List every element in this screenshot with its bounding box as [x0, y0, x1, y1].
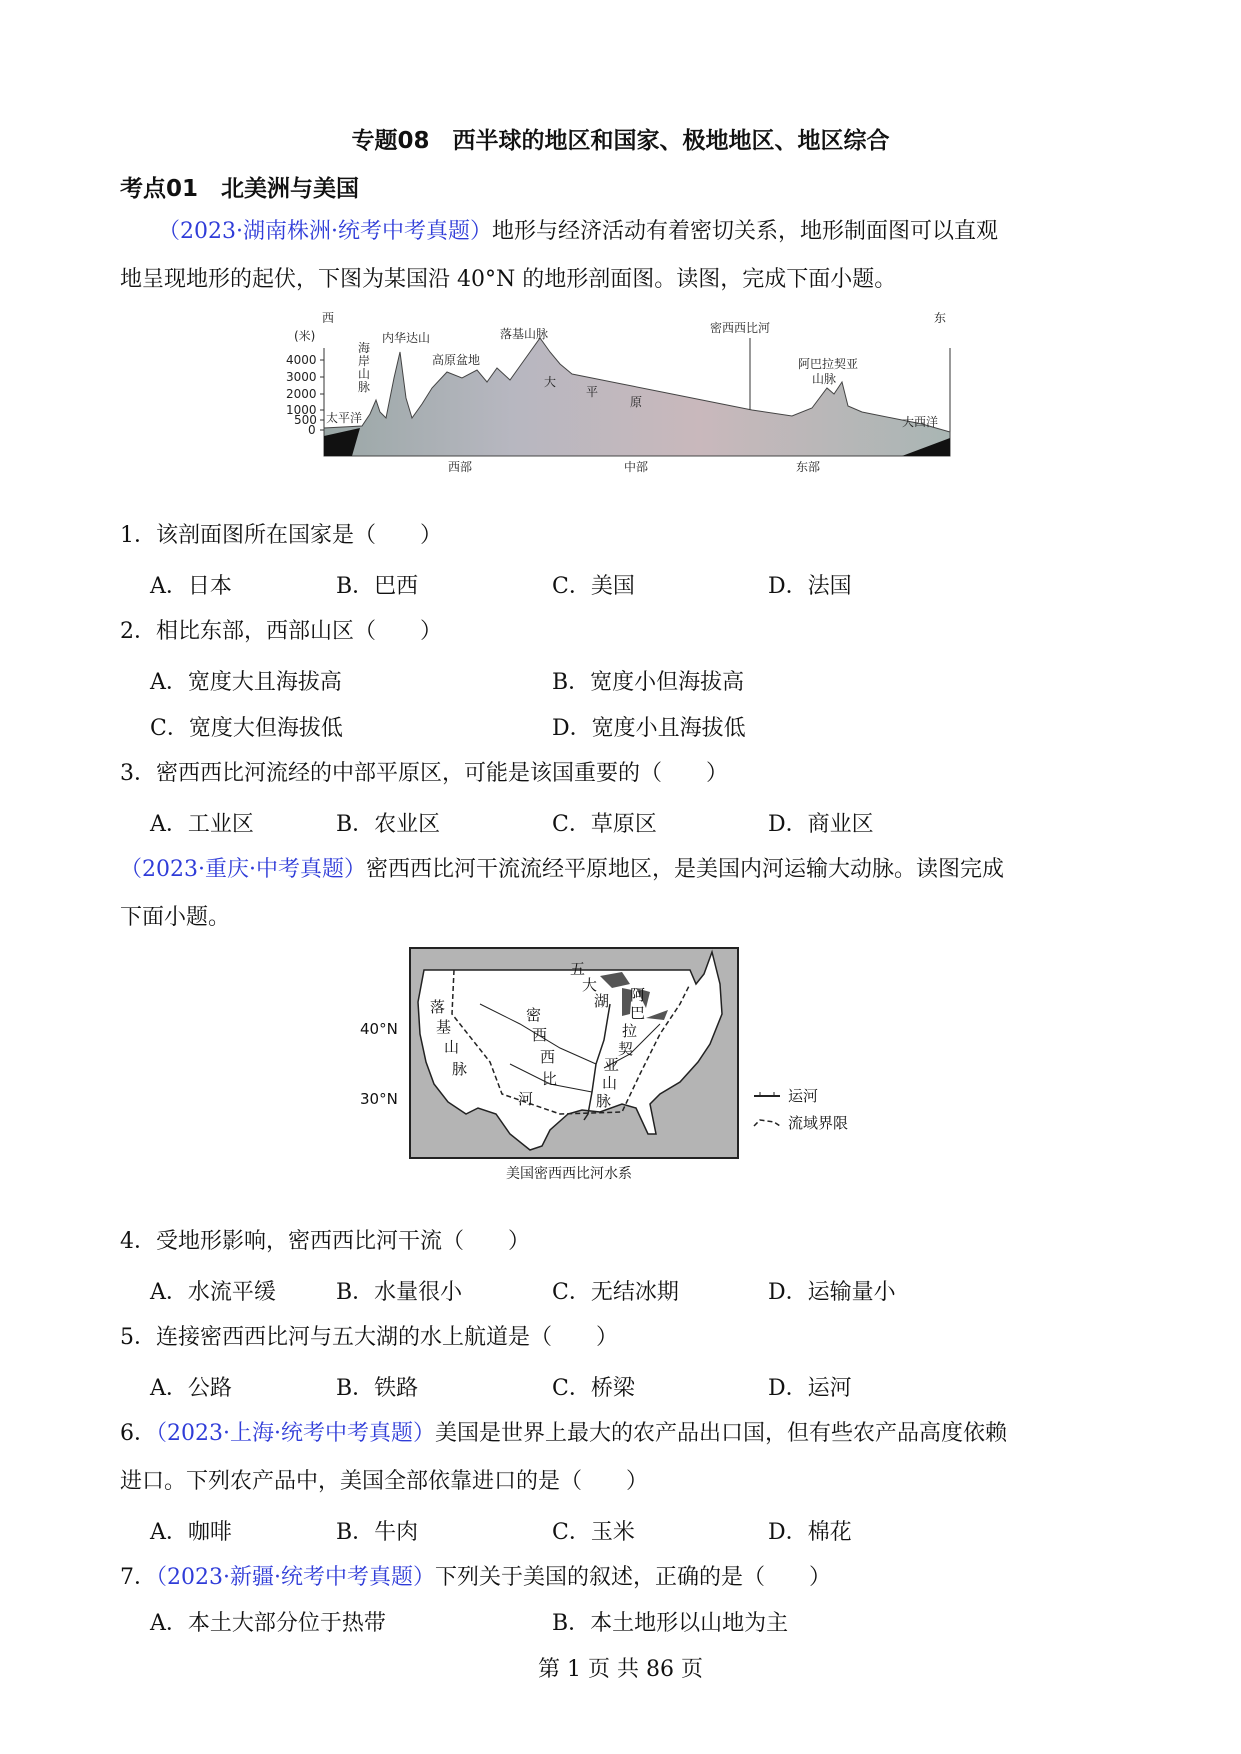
- intro-paragraph-2: [120, 846, 1130, 894]
- source-tag: （2023·上海·统考中考真题）: [156, 1421, 435, 1446]
- rocky-map-label: 基: [436, 1018, 452, 1036]
- option[interactable]: C．宽度大但海拔低: [150, 716, 343, 741]
- question-6: [120, 1410, 1130, 1458]
- lat-30-label: 30°N: [360, 1090, 398, 1108]
- option[interactable]: D．棉花: [768, 1520, 852, 1545]
- appalachian-map-label: 阿: [630, 986, 646, 1004]
- option[interactable]: B．水量很小: [336, 1280, 463, 1305]
- appalachian-map-label: 脉: [596, 1092, 612, 1110]
- option[interactable]: C．美国: [552, 574, 635, 599]
- appalachian-label: 山脉: [812, 372, 837, 386]
- intro-text: 地形与经济活动有着密切关系，地形制面图可以直观: [491, 219, 998, 244]
- option[interactable]: A．日本: [150, 574, 232, 599]
- option[interactable]: A．水流平缓: [150, 1280, 276, 1305]
- question-number: 6．: [120, 1421, 156, 1446]
- option[interactable]: B．铁路: [336, 1376, 419, 1401]
- y-axis: [286, 348, 324, 456]
- lakes-map-label: 大: [582, 976, 598, 994]
- appalachian-map-label: 亚: [604, 1056, 620, 1074]
- option[interactable]: A．宽度大且海拔高: [150, 670, 342, 695]
- option[interactable]: D．商业区: [768, 812, 874, 837]
- rocky-label: 落基山脉: [500, 327, 549, 341]
- appalachian-map-label: 契: [618, 1040, 634, 1058]
- option[interactable]: D．运河: [768, 1376, 852, 1401]
- coast-range-label: 岸: [358, 354, 371, 368]
- rocky-map-label: 脉: [452, 1060, 468, 1078]
- intro-text: 密西西比河干流流经平原地区，是美国内河运输大动脉。读图完成: [365, 857, 1004, 882]
- mississippi-label: 密西西比河: [710, 321, 771, 335]
- question-7: [120, 1554, 1130, 1602]
- question-3: 3．密西西比河流经的中部平原区，可能是该国重要的（ ）: [120, 761, 728, 786]
- question-text: 下列关于美国的叙述，正确的是（ ）: [434, 1565, 831, 1590]
- option[interactable]: A．本土大部分位于热带: [150, 1611, 386, 1636]
- y-tick: 4000: [286, 353, 317, 367]
- question-5: 5．连接密西西比河与五大湖的水上航道是（ ）: [120, 1325, 618, 1350]
- coast-range-label: 山: [358, 367, 371, 381]
- option[interactable]: B．农业区: [336, 812, 441, 837]
- option[interactable]: B．宽度小但海拔高: [552, 670, 745, 695]
- question-1-options: [0, 560, 1241, 608]
- plain-label: 原: [630, 395, 643, 409]
- source-tag: （2023·重庆·中考真题）: [120, 857, 366, 882]
- option[interactable]: B．巴西: [336, 574, 419, 599]
- question-3-options: [0, 798, 1241, 846]
- option[interactable]: D．运输量小: [768, 1280, 896, 1305]
- question-number: 7．: [120, 1565, 156, 1590]
- intro-paragraph-1: [120, 208, 1130, 256]
- lakes-map-label: 湖: [594, 992, 610, 1010]
- source-tag: （2023·新疆·统考中考真题）: [156, 1565, 435, 1590]
- legend-canal: 运河: [788, 1087, 819, 1105]
- appalachian-label: 阿巴拉契亚: [798, 357, 859, 371]
- y-tick: 500: [294, 413, 317, 427]
- river-map-label: 比: [542, 1070, 558, 1088]
- terrain-profile-figure: [282, 308, 962, 478]
- y-tick: 3000: [286, 370, 317, 384]
- question-5-options: [0, 1362, 1241, 1410]
- option[interactable]: B．牛肉: [336, 1520, 419, 1545]
- legend-boundary: 流域界限: [788, 1114, 849, 1132]
- option[interactable]: C．草原区: [552, 812, 657, 837]
- plateau-label: 高原盆地: [432, 353, 481, 367]
- coast-range-label: 脉: [358, 380, 371, 394]
- east-label: 东: [934, 311, 947, 325]
- question-4-options: [0, 1266, 1241, 1314]
- plain-label: 大: [544, 375, 557, 389]
- question-6b: 进口。下列农产品中，美国全部依靠进口的是（ ）: [120, 1469, 649, 1494]
- y-tick: 1000: [286, 403, 317, 417]
- source-tag: （2023·湖南株洲·统考中考真题）: [158, 219, 492, 244]
- section-heading: 考点01 北美洲与美国: [120, 176, 360, 202]
- lat-40-label: 40°N: [360, 1020, 398, 1038]
- option[interactable]: A．工业区: [150, 812, 254, 837]
- question-4: 4．受地形影响，密西西比河干流（ ）: [120, 1229, 530, 1254]
- central-part-label: 中部: [624, 460, 649, 474]
- page-footer: 第 1 页 共 86 页: [538, 1657, 703, 1682]
- atlantic-label: 大西洋: [902, 415, 939, 429]
- question-1: 1．该剖面图所在国家是（ ）: [120, 523, 442, 548]
- west-label: 西: [322, 311, 335, 325]
- option[interactable]: C．桥梁: [552, 1376, 635, 1401]
- option[interactable]: C．无结冰期: [552, 1280, 679, 1305]
- intro-paragraph-1b: 地呈现地形的起伏，下图为某国沿 40°N 的地形剖面图。读图，完成下面小题。: [120, 267, 897, 292]
- river-map-label: 西: [532, 1026, 548, 1044]
- intro-paragraph-2b: 下面小题。: [120, 905, 231, 930]
- lakes-map-label: 五: [570, 960, 586, 978]
- west-part-label: 西部: [448, 460, 473, 474]
- question-2-options-row1: [0, 656, 1241, 704]
- option[interactable]: D．法国: [768, 574, 852, 599]
- rocky-map-label: 落: [430, 998, 446, 1016]
- plain-label: 平: [586, 385, 599, 399]
- pacific-label: 太平洋: [326, 411, 363, 425]
- coast-range-label: 海: [358, 341, 371, 355]
- y-tick: 2000: [286, 387, 317, 401]
- river-map-label: 河: [518, 1090, 534, 1108]
- river-map-label: 西: [540, 1048, 556, 1066]
- appalachian-map-label: 巴: [630, 1004, 646, 1022]
- mississippi-map: [360, 944, 880, 1184]
- river-map-label: 密: [526, 1006, 542, 1024]
- option[interactable]: B．本土地形以山地为主: [552, 1611, 789, 1636]
- appalachian-map-label: 山: [602, 1074, 618, 1092]
- question-7-options: [0, 1600, 1241, 1644]
- question-2-options-row2: [0, 702, 1241, 750]
- option[interactable]: D．宽度小且海拔低: [552, 716, 746, 741]
- y-tick: 0: [308, 423, 316, 437]
- question-6-options: [0, 1506, 1241, 1554]
- page-title: 专题08 西半球的地区和国家、极地地区、地区综合: [351, 128, 890, 154]
- east-part-label: 东部: [796, 460, 821, 474]
- nevada-label: 内华达山: [382, 331, 431, 345]
- question-text: 美国是世界上最大的农产品出口国，但有些农产品高度依赖: [434, 1421, 1007, 1446]
- question-2: 2．相比东部，西部山区（ ）: [120, 619, 442, 644]
- appalachian-map-label: 拉: [622, 1022, 638, 1040]
- boundary-legend-line: [754, 1120, 780, 1126]
- rocky-map-label: 山: [444, 1038, 460, 1056]
- unit-label: (米): [294, 329, 316, 343]
- map-caption: 美国密西西比河水系: [506, 1166, 632, 1182]
- option[interactable]: A．咖啡: [150, 1520, 232, 1545]
- option[interactable]: C．玉米: [552, 1520, 635, 1545]
- option[interactable]: A．公路: [150, 1376, 232, 1401]
